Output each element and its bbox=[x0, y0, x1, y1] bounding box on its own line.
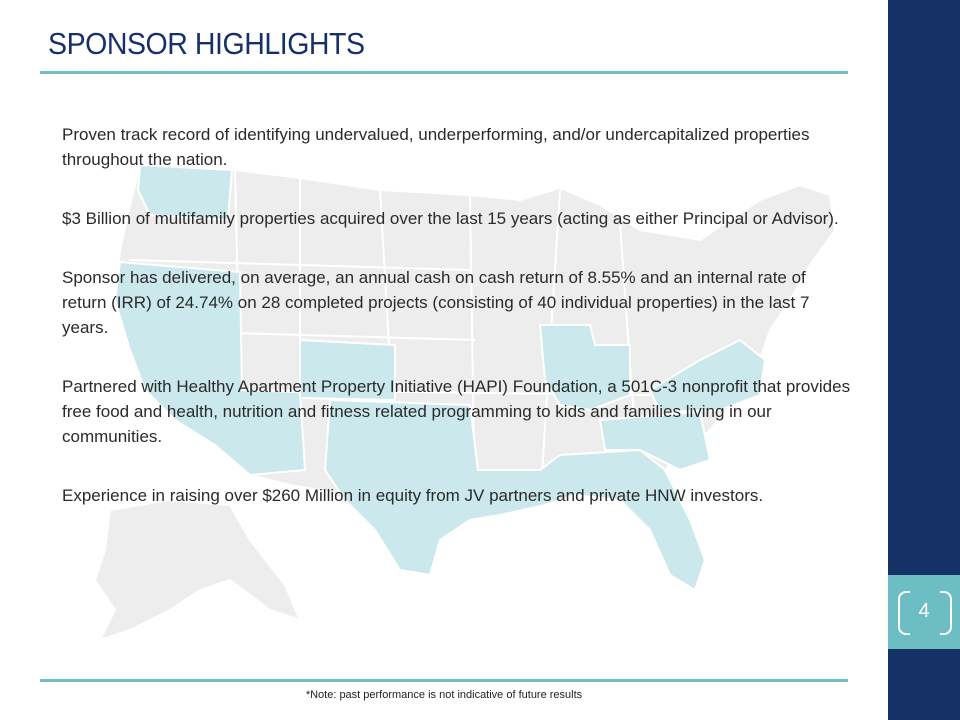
footnote: *Note: past performance is not indicative of future results bbox=[305, 689, 583, 701]
title-divider bbox=[40, 71, 848, 74]
page-number: 4 bbox=[918, 600, 930, 622]
page-title: SPONSOR HIGHLIGHTS bbox=[48, 26, 365, 61]
highlight-acquisitions: $3 Billion of multifamily properties acquired over the last 15 years (acting as either Principal or Advisor). bbox=[62, 209, 839, 228]
highlights-list bbox=[62, 122, 852, 542]
highlight-track-record: Proven track record of identifying undervalued, underperforming, and/or undercapitalized properties throughout the nation. bbox=[62, 125, 810, 169]
page-number-box bbox=[888, 575, 960, 649]
highlight-equity-raising: Experience in raising over $260 Million in equity from JV partners and private HNW investors. bbox=[62, 486, 764, 505]
footer-divider bbox=[40, 679, 848, 682]
highlight-returns: Sponsor has delivered, on average, an annual cash on cash return of 8.55% and an internal rate of return (IRR) of 24.74% on 28 completed projects (consisting of 40 individual properties) in the last 7 years. bbox=[62, 268, 810, 337]
highlight-hapi-partnership: Partnered with Healthy Apartment Property Initiative (HAPI) Foundation, a 501C-3 nonprofit that provides free food and health, nutrition and fitness related programming to kids and families living in our communities. bbox=[62, 377, 851, 446]
